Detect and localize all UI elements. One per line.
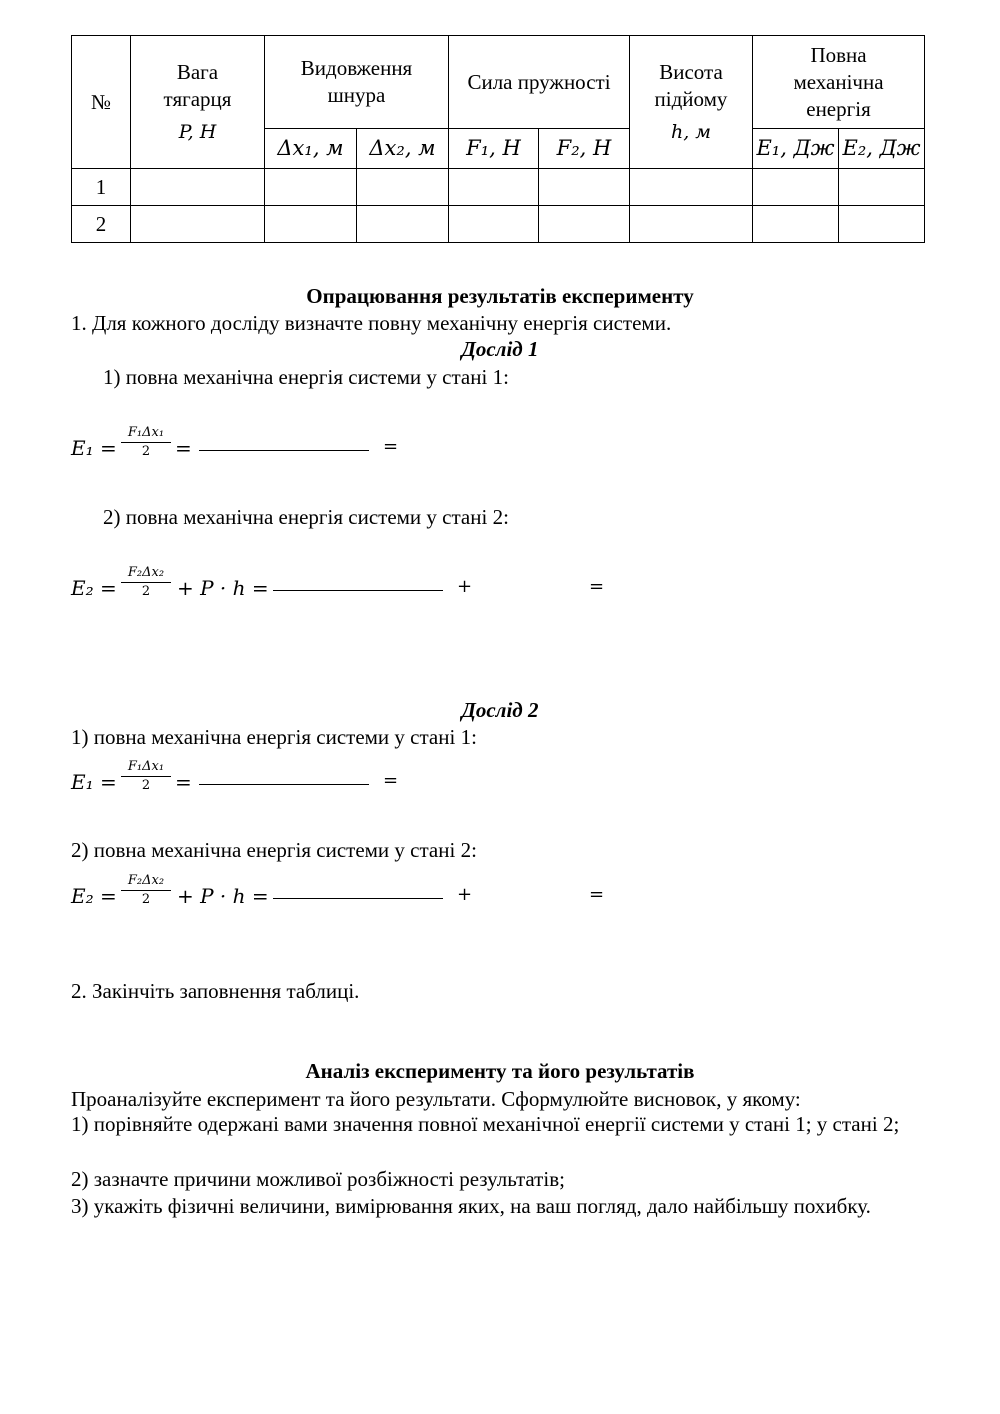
cell-f2[interactable] [539,206,630,243]
header-energy-line1: Повна [810,42,867,67]
fraction-denominator: 2 [141,892,151,907]
cell-f1[interactable] [449,169,539,206]
row-number: 1 [72,169,131,206]
formula-fraction [121,424,171,461]
answer-blank[interactable] [273,590,443,591]
header-number: № [72,36,131,169]
formula-result-eq: = [589,884,605,905]
analysis-title: Аналіз експерименту та його результатів [305,1059,695,1083]
formula-lhs: E₁ = [71,770,117,794]
formula-tail: + P · h = [177,576,269,600]
table-header-row [72,36,925,129]
header-weight [131,36,265,169]
fraction-denominator: 2 [141,778,151,793]
header-elongation [265,36,449,129]
cell-weight[interactable] [131,206,265,243]
fraction-numerator: F₁Δx₁ [121,758,171,777]
formula-fraction [121,872,171,909]
experiment-1-title: Дослід 1 [461,337,539,361]
task-1-text: 1. Для кожного досліду визначте повну механічну енергія системи. [71,311,672,335]
formula-lhs: E₂ = [71,884,117,908]
header-height-unit: h, м [670,120,712,143]
cell-dx1[interactable] [265,206,357,243]
header-elongation-line2: шнура [327,83,386,107]
formula-eq: = [175,770,192,794]
formula-result-eq: = [589,576,605,597]
header-weight-line2: тягарця [163,86,232,111]
formula-lhs: E₂ = [71,576,117,600]
cell-weight[interactable] [131,169,265,206]
cell-e2[interactable] [839,206,925,243]
cell-height[interactable] [630,169,753,206]
experiment-2-title: Дослід 2 [461,698,539,722]
formula-exp1-e2 [71,564,611,612]
exp1-state2-label: 2) повна механічна енергія системи у стані 2: [103,505,509,529]
fraction-denominator: 2 [141,444,151,459]
fraction-numerator: F₂Δx₂ [121,564,171,583]
formula-result-eq: = [383,770,399,791]
cell-f1[interactable] [449,206,539,243]
formula-plus: + [457,884,473,905]
subheader-dx1: Δx₁, м [265,129,357,169]
formula-plus: + [457,576,473,597]
header-weight-unit: P, Н [178,120,217,143]
formula-exp2-e2 [71,872,611,920]
processing-title: Опрацювання результатів експерименту [306,284,694,308]
fraction-numerator: F₁Δx₁ [121,424,171,443]
exp2-state1-label: 1) повна механічна енергія системи у стані 1: [71,725,477,749]
formula-tail: + P · h = [177,884,269,908]
answer-blank[interactable] [273,898,443,899]
exp2-state2-label: 2) повна механічна енергія системи у стані 2: [71,838,477,862]
analysis-item-1: 1) порівняйте одержані вами значення повної механічної енергії системи у стані 1; у стані 2; [71,1112,900,1136]
formula-eq: = [175,436,192,460]
formula-fraction [121,564,171,601]
header-elastic-force: Сила пружності [449,36,630,129]
header-energy-line2: механічна [793,69,884,94]
header-height [630,36,753,169]
cell-e1[interactable] [753,169,839,206]
fraction-denominator: 2 [141,584,151,599]
cell-e1[interactable] [753,206,839,243]
formula-lhs: E₁ = [71,436,117,460]
analysis-item-2: 2) зазначте причини можливої розбіжності результатів; [71,1167,565,1191]
analysis-item-3: 3) укажіть фізичні величини, вимірювання яких, на ваш погляд, дало найбільшу похибку. [71,1194,871,1218]
subheader-dx2: Δx₂, м [357,129,449,169]
header-elongation-line1: Видовження [300,56,413,80]
header-height-line1: Висота [659,59,723,84]
cell-f2[interactable] [539,169,630,206]
header-height-line2: підйому [654,86,728,111]
row-number: 2 [72,206,131,243]
table-row [72,206,925,243]
header-weight-line1: Вага [176,59,219,84]
cell-dx2[interactable] [357,169,449,206]
table-row [72,169,925,206]
header-energy [753,36,925,129]
formula-exp1-e1 [71,424,411,472]
answer-blank[interactable] [199,450,369,451]
answer-blank[interactable] [199,784,369,785]
formula-fraction [121,758,171,795]
subheader-e2: E₂, Дж [839,129,925,169]
analysis-intro: Проаналізуйте експеримент та його результати. Сформулюйте висновок, у якому: [71,1087,801,1111]
cell-dx2[interactable] [357,206,449,243]
results-table [71,35,925,243]
subheader-e1: E₁, Дж [753,129,839,169]
exp1-state1-label: 1) повна механічна енергія системи у стані 1: [103,365,509,389]
task-2-text: 2. Закінчіть заповнення таблиці. [71,979,360,1003]
cell-e2[interactable] [839,169,925,206]
subheader-f2: F₂, Н [539,129,630,169]
cell-dx1[interactable] [265,169,357,206]
formula-result-eq: = [383,436,399,457]
formula-exp2-e1 [71,758,411,806]
cell-height[interactable] [630,206,753,243]
header-energy-line3: енергія [806,96,871,121]
fraction-numerator: F₂Δx₂ [121,872,171,891]
subheader-f1: F₁, Н [449,129,539,169]
